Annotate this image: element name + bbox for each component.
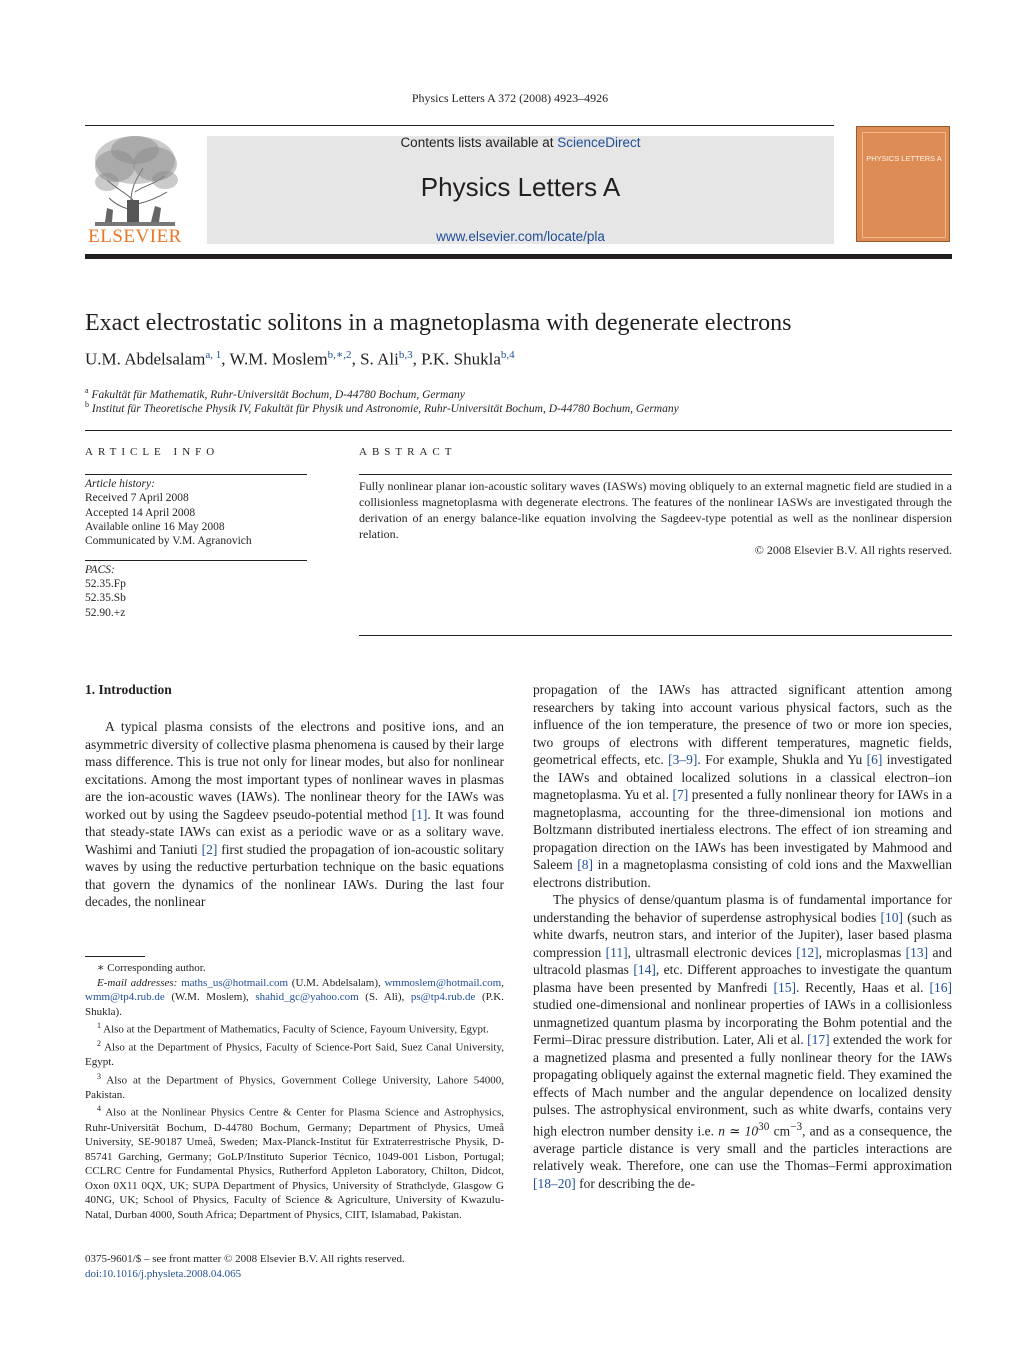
abstract-rule [359,635,952,636]
footnote: $^1$ Also at the Department of Mathematics, Faculty of Science, Fayoum University, Egypt. [97,1021,489,1036]
math-expression: n ≃ 10 [718,1123,759,1138]
section-heading: 1. Introduction [85,682,172,697]
math-exponent: 30 [758,1120,770,1133]
email-link[interactable]: wmm@tp4.rub.de [85,991,165,1003]
affiliation-text: Institut für Theoretische Physik IV, Fakultät für Physik und Astronomie, Ruhr-Universität Bochum, D-44780 Bochum, Germany [91,402,679,415]
abstract-rule [359,474,952,475]
author-list: U.M. Abdelsalam$^{a, 1}$, W.M. Moslem$^{b,∗,2}$, S. Ali$^{b,3}$, P.K. Shukla$^{b,4}$ [85,349,515,369]
section-divider [85,430,952,431]
citation-link[interactable]: [16] [929,979,953,995]
pacs-code: 52.35.Sb [85,592,126,604]
math-exponent: −3 [790,1120,803,1133]
header-thick-rule [85,254,952,259]
journal-url-link[interactable]: www.elsevier.com/locate/pla [436,229,605,244]
author-name: U.M. Abdelsalam [85,349,206,369]
article-info-rule [85,560,307,561]
citation-link[interactable]: [7] [672,787,689,802]
pacs-code: 52.90.+z [85,607,126,619]
pacs-label: PACS: [85,564,115,576]
header-top-rule [85,125,834,126]
citation-link[interactable]: [6] [866,752,883,767]
footnote-corresponding: ∗ Corresponding author. [97,962,206,974]
citation-link[interactable]: [1] [411,806,428,822]
citation-link[interactable]: [18–20] [533,1175,576,1191]
email-link[interactable]: wmmoslem@hotmail.com [384,976,502,989]
footnote-rule [85,956,145,957]
history-accepted: Accepted 14 April 2008 [85,507,196,519]
email-link[interactable]: shahid_gc@yahoo.com [255,991,359,1003]
footnote: $^3$ Also at the Department of Physics, Government College University, Lahore 54000, Pakistan. [85,1071,504,1101]
footnote: $^2$ Also at the Department of Physics, Faculty of Science-Port Said, Suez Canal University, Egypt. [85,1039,504,1069]
journal-reference: Physics Letters A 372 (2008) 4923–4926 [411,91,609,105]
body-column-left [85,718,504,911]
abstract-copyright: © 2008 Elsevier B.V. All rights reserved. [754,543,952,557]
abstract-heading: ABSTRACT [359,446,457,458]
abstract-text: Fully nonlinear planar ion-acoustic solitary waves (IASWs) moving obliquely to an external magnetic field are studied in a collisionless magnetoplasma with degenerate electrons. The features of the nonlinear IASWs are investigated through the derivation of an energy balance-like equation involving the Sagdeev-type potential as well as the nonlinear dispersion relation. [359,479,952,541]
author-affiliation-marker[interactable]: a, 1 [205,349,222,361]
article-title: Exact electrostatic solitons in a magnetoplasma with degenerate electrons [85,310,792,336]
cover-title: PHYSICS LETTERS A [866,154,942,163]
citation-link[interactable]: [17] [807,1032,830,1047]
citation-link[interactable]: [10] [880,909,904,925]
email-link[interactable]: maths_us@hotmail.com [181,976,289,989]
paragraph: The physics of dense/quantum plasma is of fundamental importance for understanding the behavior of superdense astrophysical bodies [10] (such as white dwarfs, neutron stars, and interior of the Jupiter), laser based plasma compression [11], ultrasmall electronic devices [12], microplasmas [13] and ultracold plasmas [14], etc. Different approaches to investigate the quantum plasma have been presented by Manfredi [15]. Recently, Haas et al. [16] studied one-dimensional and nonlinear properties of IAWs in a collisionless unmagnetized quantum plasma by incorporating the Bohm potential and the Fermi–Dirac pressure distribution. Later, Ali et al. [17] extended the work for a magnetized plasma and presented a fully nonlinear theory for the IAWs propagating obliquely against the external magnetic field. They examined the effects of Mach number and the angular dependence on localized density pulses. The astrophysical environment, such as white dwarfs, contains very high electron number density i.e. n ≃ $10^{30}$ $cm^{-3}$, and as a consequence, the average particle distance is very small and the particles interactions are relatively weak. Therefore, one can use the Thomas–Fermi approximation [18–20] for describing the de- [533,892,953,1191]
citation-link[interactable]: [15] [773,979,796,995]
paragraph: propagation of the IAWs has attracted significant attention among researchers by taking into account various physical factors, such as the influence of the ion temperature, the presence of two or more ion species, two groups of electrons with different temperatures, magnetic fields, geometrical effects, etc. [3–9]. For example, Shukla and Yu [6] investigated the IAWs and obtained localized solutions in a classical electron–ion magnetoplasma. Yu et al. [7] presented a fully nonlinear theory for IAWs in a magnetoplasma, accounting for the three-dimensional ion motions and Boltzmann distributed inertialess electrons. The effect of ion streaming and propagation direction on the IAWs has been investigated by Mahmood and Saleem [8] in a magnetoplasma consisting of cold ions and the Maxwellian electrons distribution. [533,682,953,890]
footnote: $^4$ Also at the Nonlinear Physics Centre & Center for Plasma Science and Astrophysics, Ruhr-Universität Bochum, D-44780 Bochum, Germany; Department of Physics, Umeå University, SE-90187 Umeå, Sweden; Max-Planck-Institut für Extraterrestrische Physik, D-85741 Garching, Germany; GoLP/Instituto Superior Técnico, 1049-001 Lisbon, Portugal; CCLRC Centre for Fundamental Physics, Rutherford Appleton Laboratory, Chilton, Didcot, Oxon 0X11 0QX, UK; SUPA Department of Physics, University of Strathclyde, Glasgow G 40NG, UK; School of Physics, Faculty of Science & Agriculture, University of Kwazulu-Natal, Durban 4000, South Africa; Department of Physics, CIIT, Islamabad, Pakistan. [85,1104,504,1221]
affiliation-a [85,386,465,401]
author-name: P.K. Shukla [421,349,501,369]
author-name: S. Ali [360,349,399,369]
contents-line [207,135,834,150]
paragraph: A typical plasma consists of the electrons and positive ions, and an asymmetric diversity of collective plasma phenomena is caused by their large mass difference. This is true not only for linear modes, but also for nonlinear excitations. Among the most important types of nonlinear waves in plasmas are the ion-acoustic waves (IAWs). The nonlinear theory for the IAWs was worked out by using the Sagdeev pseudo-potential method [1]. It was found that steady-state IAWs can exist as a periodic wave or as a solitary wave. Washimi and Taniuti [2] first studied the propagation of ion-acoustic solitary waves by using the reductive perturbation technique on the basic equations that govern the dynamics of the nonlinear IAWs. During the last four decades, the nonlinear [85,719,504,909]
contents-prefix: Contents lists available at [400,135,558,150]
history-label: Article history: [85,478,155,490]
elsevier-wordmark[interactable]: ELSEVIER [88,226,182,247]
affiliation-label: a [85,386,89,395]
author-affiliation-marker[interactable]: b,∗,2 [327,349,352,361]
affiliation-b [85,400,679,415]
article-info-heading: ARTICLE INFO [85,446,220,458]
affiliation-label: b [85,400,89,409]
history-received: Received 7 April 2008 [85,492,189,504]
email-link[interactable]: ps@tp4.rub.de [410,991,476,1003]
citation-link[interactable]: [8] [577,857,594,872]
author-name: W.M. Moslem [229,349,328,369]
doi-link[interactable]: doi:10.1016/j.physleta.2008.04.065 [85,1268,242,1280]
article-info-rule [85,474,307,475]
affiliation-text: Fakultät für Mathematik, Ruhr-Universität Bochum, D-44780 Bochum, Germany [91,388,465,401]
footnotes [85,961,504,1222]
citation-link[interactable]: [11] [605,944,628,960]
footnote-emails: E-mail addresses: maths_us@hotmail.com (U.M. Abdelsalam), wmmoslem@hotmail.com, wmm@tp4.rub.de (W.M. Moslem), shahid_gc@yahoo.com (S. Ali), ps@tp4.rub.de (P.K. Shukla). [85,976,504,1018]
citation-link[interactable]: [14] [633,962,656,977]
citation-link[interactable]: [2] [201,841,218,857]
body-column-right [533,681,952,1192]
citation-link[interactable]: [12] [796,944,819,960]
history-communicated: Communicated by V.M. Agranovich [85,535,252,547]
citation-link[interactable]: [13] [905,944,929,960]
author-affiliation-marker[interactable]: b,4 [500,349,515,361]
sciencedirect-link[interactable]: ScienceDirect [557,135,641,150]
author-affiliation-marker[interactable]: b,3 [398,349,413,361]
issn-line: 0375-9601/$ – see front matter © 2008 Elsevier B.V. All rights reserved. [85,1253,405,1265]
history-online: Available online 16 May 2008 [85,521,225,533]
pacs-code: 52.35.Fp [85,578,126,590]
citation-link[interactable]: [3–9] [668,752,698,767]
cover-frame [862,132,946,238]
journal-title: Physics Letters A [420,172,621,202]
bottom-info [85,1252,405,1282]
